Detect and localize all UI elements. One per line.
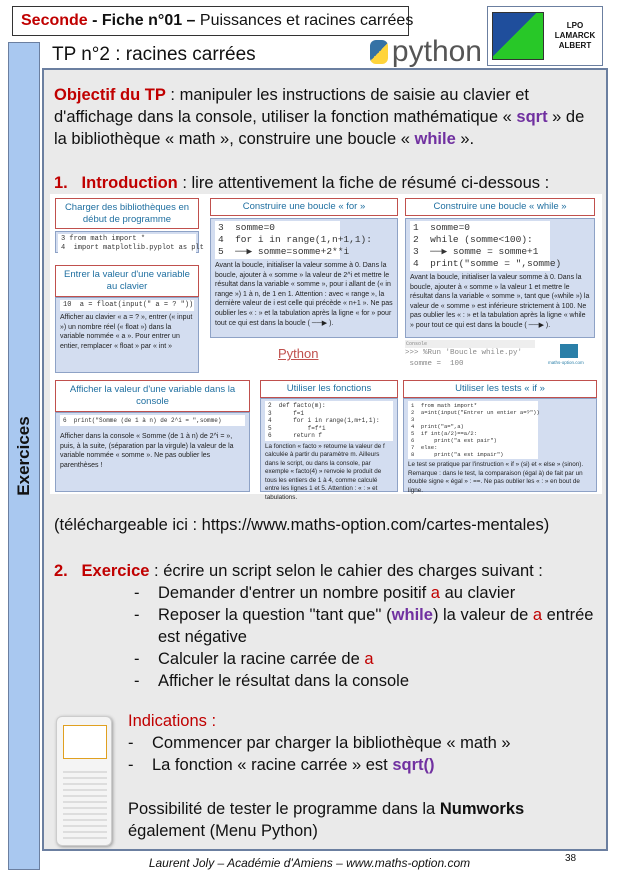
subject: Puissances et racines carrées (195, 12, 414, 29)
objective-text: ». (455, 130, 475, 148)
code-snippet: 10 a = float(input(" a = ? ")) (60, 300, 194, 311)
code-snippet: 3 somme=0 4 for i in range(1,n+1,1): 5 ──▶ somme=somme+2**i (215, 221, 340, 259)
card-text: Afficher dans la console « Somme (de 1 à n) de 2^i = », puis, à la suite, (séparation par la virgule) la valeur de la variable nommée « somme ». Ne pas oublier les parenthèses ! (60, 433, 234, 469)
download-link[interactable]: (téléchargeable ici : https://www.maths-option.com/cartes-mentales) (54, 516, 550, 534)
python-logo (370, 36, 482, 68)
code-snippet: 1 from math import* 2 a=int(input("Entrer un entier a=?")) 3 4 print("a=",a) 5 if int(a/2)==a/2: 6 print("a est pair") 7 else: 8 print("a est impair") (408, 401, 538, 459)
summary-sheet (50, 194, 602, 502)
card-if (403, 398, 597, 492)
python-snake-icon (370, 40, 388, 64)
card-input (55, 297, 199, 373)
school-logo-image (492, 12, 544, 60)
section-number: 2. (54, 562, 68, 580)
numworks-calculator-image (56, 716, 112, 846)
exercise (54, 560, 599, 692)
card-text: Afficher au clavier « a = ? », entrer (« input ») un nombre réel (« float ») dans la variable nommée « a ». Pour entrer un entier, remplacer « float » par « int » (60, 314, 193, 350)
indications-list (128, 732, 598, 776)
objective (54, 84, 599, 150)
objective-text: : manipuler les instructions de saisie au clavier et d'affichage dans la console, utiliser la fonction mathématique « (54, 86, 530, 126)
section-number: 1. (54, 174, 68, 192)
card-text: Avant la boucle, initialiser la valeur somme à 0. Dans la boucle, ajouter à « somme » la valeur de 2^i et mettre le résultat dans la variable « somme », pour i allant de (« in range ») 1 à n, de 1 en 1. Attention : avec « range », la dernière valeur de i est celle qui précède « n+1 ». Ne pas oublier les « : » et la tabulation après la ligne « for » pour tout ce qui est dans la boucle ( ──▶ ). (215, 262, 393, 327)
card-title-libraries: Charger des bibliothèques en début de programme (55, 198, 199, 229)
school-logo (487, 6, 603, 66)
intro-text: : lire attentivement la fiche de résumé ci-dessous : (177, 174, 550, 192)
brand-text: maths-option.com (548, 360, 584, 365)
indications-title: Indications : (128, 712, 217, 730)
card-title-print: Afficher la valeur d'une variable dans la console (55, 380, 250, 412)
sidebar (8, 42, 40, 870)
card-text: Le test se pratique par l'instruction « if » (si) et « else » (sinon). Remarque : dans le test, la comparaison (égal à) de fait par un double signe « égal » : ==. Ne pas oublier les « : » en bout de ligne. (408, 461, 584, 494)
sidebar-label: Exercices (14, 416, 33, 496)
sheet-number: - Fiche n°01 – (87, 12, 196, 29)
card-libraries (55, 231, 204, 253)
indications (128, 710, 598, 842)
exercise-list (134, 582, 599, 692)
while-keyword: while (414, 130, 456, 148)
card-print (55, 412, 250, 492)
list-item: - Reposer la question ''tant que'' (while) la valeur de a entrée est négative (134, 604, 599, 648)
card-title-input: Entrer la valeur d'une variable au clavier (55, 265, 199, 297)
objective-label: Objectif du TP (54, 86, 166, 104)
console-output (405, 340, 535, 378)
console-label: Console (405, 340, 535, 348)
list-item: - Commencer par charger la bibliothèque « math » (128, 732, 598, 754)
level-label: Seconde (21, 12, 88, 29)
exercise-text: : écrire un script selon le cahier des charges suivant : (149, 562, 543, 580)
python-logo-text: python (391, 35, 482, 68)
objective-text: » de la bibliothèque « math », construire une boucle « (54, 108, 585, 148)
console-text: >>> %Run 'Boucle while.py' somme = 100 (405, 349, 523, 368)
main-panel (42, 68, 608, 851)
intro-label: Introduction (81, 174, 178, 192)
page-title: TP n°2 : racines carrées (52, 44, 256, 65)
footer: Laurent Joly – Académie d'Amiens – www.maths-option.com (148, 856, 471, 870)
card-text: Avant la boucle, initialiser la valeur somme à 0. Dans la boucle, ajouter à « somme » la valeur 1 et mettre le résultat dans la variable « somme », tant que («while ») la valeur de « somme » est inférieure strictement à 100. Ne pas oublier les « : » et la tabulation après la ligne « while » pour tout ce qui est dans la boucle ( ──▶ ). (410, 274, 590, 329)
sqrt-keyword: sqrt (516, 108, 548, 126)
code-snippet: 2 def facto(m): 3 f=1 4 for i in range(1,m+1,1): 5 f=f*i 6 return f (265, 401, 393, 441)
card-while (405, 218, 595, 338)
list-item: - Demander d'entrer un nombre positif a au clavier (134, 582, 599, 604)
card-for (210, 218, 398, 338)
brand-icon (560, 344, 578, 358)
card-functions (260, 398, 398, 502)
code-snippet: 6 print("Somme (de 1 à n) de 2^i = ",somme) (60, 415, 245, 426)
card-title-while: Construire une boucle « while » (405, 198, 595, 216)
list-item: - Calculer la racine carrée de a (134, 648, 599, 670)
intro-heading (54, 172, 549, 194)
page-number: 38 (565, 853, 577, 864)
card-title-for: Construire une boucle « for » (210, 198, 398, 216)
code-snippet: 3 from math import * 4 import matplotlib.pyplot as plt (58, 234, 196, 254)
numworks-note: Possibilité de tester le programme dans la Numworks également (Menu Python) (128, 800, 525, 840)
sheet-header (12, 6, 414, 36)
exercise-label: Exercice (81, 562, 150, 580)
code-snippet: 1 somme=0 2 while (somme<100): 3 ──▶ somme = somme+1 4 print("somme = ",somme) (410, 221, 550, 271)
card-title-functions: Utiliser les fonctions (260, 380, 398, 398)
list-item: - Afficher le résultat dans la console (134, 670, 599, 692)
card-text: La fonction « facto » retourne la valeur de f calculée à partir du paramètre m. Ailleurs dans le script, ou dans la console, par exemple « facto(4) » renvoie le produit de tous les entiers de 1 à 4, comme calculé entre les lignes 1 et 5. Attention : « : » et tabulations. (265, 442, 385, 502)
calculator-screen (63, 725, 107, 759)
school-name: LPO LAMARCK ALBERT (554, 21, 596, 50)
calculator-keys (63, 767, 107, 841)
python-label: Python (278, 346, 319, 361)
list-item: - La fonction « racine carrée » est sqrt() (128, 754, 598, 776)
card-title-if: Utiliser les tests « if » (403, 380, 597, 398)
